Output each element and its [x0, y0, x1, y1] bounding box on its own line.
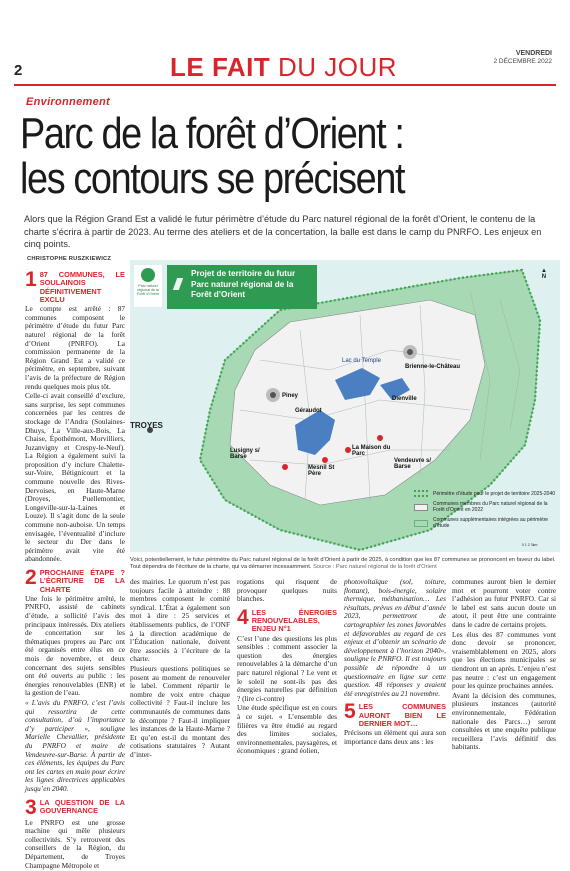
section-4-heading	[237, 605, 337, 634]
section-title: 87 COMMUNES, LE SOULAINOIS DÉFINITIVEMENT EXCLU	[39, 270, 125, 304]
territory-map	[130, 260, 560, 552]
paragraph: Précisons un élément qui aura son importance dans deux ans : les	[344, 728, 446, 746]
legend-label: Communes supplémentaires intégrées au périmètre d’étude	[433, 517, 549, 529]
section-number: 2	[25, 566, 37, 589]
section-title: LES COMMUNES AURONT BIEN LE DERNIER MOT…	[358, 702, 446, 728]
section-2-heading	[25, 568, 125, 594]
place-lusigny: Lusigny s/ Barse	[230, 448, 260, 460]
park-logo-text: Parc naturel régional de la Forêt d’Orient	[137, 284, 159, 296]
paragraph: Le PNRFO est une grosse machine qui mêle plusieurs collectivités. S’y retrouvent des conseillers de la Région, du Département, de Troyes Champagne Métropole et	[25, 817, 125, 870]
headline-line-1: Parc de la forêt d’Orient :	[20, 109, 404, 158]
paragraph: C’est l’une des questions les plus sensibles : comment associer la question des énergies renouvelables à la démarche d’un parc naturel régional ? Le vent et le soleil ne sont-ils pas des énergies naturelles par définition ? (lire ci-contre)	[237, 633, 337, 703]
paragraph: des mairies. Le quorum n’est pas toujours facile à atteindre : 88 membres composent le comité syndical. L’État a également son mot à dire : 25 services et établissements publics, de l’ONF à la direction académique de l’Éducation nationale, doivent être associés à l’écriture de la charte.	[130, 577, 230, 664]
paragraph: communes auront bien le dernier mot et pourront voter contre l’adhésion au futur PNRFO. Car si le label est sans aucun doute un atout, il peut être une contrainte dans le cadre de certains projets.	[452, 577, 556, 629]
section-number: 1	[25, 268, 37, 291]
column-2	[130, 578, 230, 760]
paragraph: photovoltaïque (sol, toiture, flottant), bois-énergie, solaire thermique, méthanisation… Les résultats, prévus en début d’année 2023, permettront de cartographier les zones favorables et défavorables au regard de ces enjeux et d’obtenir un scénario de développement à l’horizon 2040», souligne le PNRFO. Il est toujours possible de répondre à un questionnaire en ligne sur cette question. 48 réponses y avaient été enregistrées au 21 novembre.	[344, 577, 446, 698]
place-vendeuvre: Vendeuvre s/ Barse	[394, 458, 432, 470]
column-4	[344, 578, 446, 747]
section-number: 5	[344, 700, 356, 724]
city-label-troyes: TROYES	[130, 421, 163, 430]
map-legend	[414, 490, 556, 533]
paragraph: rogations qui risquent de provoquer quelques nuits blanches.	[237, 577, 337, 604]
map-caption	[130, 557, 560, 571]
header-rule	[14, 84, 556, 86]
chevron-icon	[173, 278, 187, 290]
section-number: 4	[237, 605, 249, 629]
dateline	[493, 50, 552, 66]
legend-members	[414, 501, 556, 513]
place-brienne: Brienne-le-Château	[405, 364, 461, 370]
place-piney: Piney	[282, 393, 299, 399]
section-number: 3	[25, 795, 37, 819]
legend-label: Communes membres du Parc naturel régional de la Forêt d’Orient en 2022	[433, 501, 548, 513]
section-5-heading	[344, 702, 446, 728]
park-logo	[134, 265, 162, 307]
weekday: VENDREDI	[515, 50, 552, 57]
section-title: LES ÉNERGIES RENOUVELABLES, ENJEU N°1	[251, 607, 337, 634]
legend-supplementary	[414, 517, 556, 529]
section-title-bold: LE FAIT	[170, 52, 271, 82]
map-title: Projet de territoire du futur Parc naturel régional de la Forêt d’Orient	[191, 269, 296, 299]
rubric: Environnement	[26, 96, 110, 108]
page-number: 2	[14, 62, 23, 79]
byline: CHRISTOPHE RUSZKIEWICZ	[27, 256, 112, 262]
paragraph: Une fois le périmètre arrêté, le PNRFO, assisté de cabinets d’étude, a sollicité l’avis des principaux intéressés. Dix ateliers de concertation sur les thématiques propres au Parc ont été organisés entre élus en ce mois de novembre, et deux concernant des sujets sensibles ont été ouverts au public : les énergies renouvelables (ENR) et la gestion de l’eau.	[25, 593, 125, 698]
standfirst: Alors que la Région Grand Est a validé le futur périmètre d’étude du Parc naturel régional de la forêt d’Orient, le contenu de la charte s’écrira à partir de 2023. Au terme des ateliers et de la concertation, la balle est dans le camp du PNRFO. Les enjeux en cinq points.	[24, 214, 542, 249]
section-3-heading	[25, 795, 125, 819]
legend-swatch	[414, 520, 428, 527]
park-logo-mark	[141, 268, 155, 282]
caption-text: Voici, potentiellement, le futur périmètre du Parc naturel régional de la forêt d’Orient à partir de 2025, à condition que les 87 communes se prononcent en faveur du label. Tout dépendra de l’écriture de la charte, qui va démarrer incessamment.	[130, 557, 556, 570]
section-title: PROCHAINE ÉTAPE ? L’ÉCRITURE DE LA CHARTE	[39, 568, 125, 594]
paragraph: Les élus des 87 communes vont donc devoir se prononcer, vraisemblablement en 2025, alors que les élections municipales se tiendront un an après. L’enjeu n’est pas neutre : c’est un engagement pour les quinze prochaines années.	[452, 629, 556, 691]
headline	[20, 111, 484, 201]
section-1-heading	[25, 270, 125, 304]
place-maison: La Maison du Parc	[352, 445, 391, 457]
map-title-box	[167, 265, 317, 309]
north-label: N	[541, 274, 547, 280]
paragraph: Celle-ci avait conseillé d’exclure, sans surprise, les sept communes concernées par les centres de stockage de l’Andra (Soulaines-Dhuys, La Ville-aux-Bois, La Chaise, Épothémont, Morvilliers, Juzanvigny et Crespy-le-Neuf). La Région a également suivi la proposition d’y inclure Chalette-sur-Voire, Bétignicourt et la commune nouvelle des Rives-Dervoises, en Haute-Marne (Droyes, Puellemontier, Longeville-sur-la-Laines et Louze). Il s’agit donc de la seule commune non-auboise. Un temps envisagée, l’éventualité d’inclure le secteur du Der dans le périmètre avait vite été abandonnée.	[25, 391, 125, 564]
section-title: LA QUESTION DE LA GOUVERNANCE	[39, 797, 125, 815]
column-5	[452, 578, 556, 753]
column-3	[237, 578, 337, 757]
paragraph: « L’avis du PNRFO, c’est l’avis qui ressortira de cette consultation, d’où l’importance d’y participer », souligne Marielle Chevallier, présidente du PNRFO et maire de Vendeuvre-sur-Barse. À partir de ces éléments, les équipes du Parc ont les cartes en main pour écrire les lignes directrices applicables jusqu’en 2040.	[25, 698, 125, 793]
legend-swatch	[414, 504, 428, 511]
paragraph: Plusieurs questions politiques se posent au moment de renouveler le label. Comment répartir le nombre de voix entre chaque collectivité ? Faut-il inclure les communautés de communes dans le décompte ? Faut-il impliquer les instances de la Haute-Marne ? Et qu’en est-il du montant des cotisations statutaires ? Autant d’inter-	[130, 663, 230, 759]
headline-line-2: les contours se précisent	[20, 154, 405, 203]
section-title-rest: DU JOUR	[278, 52, 398, 82]
place-lac-temple: Lac du Temple	[342, 358, 381, 364]
section-folio	[170, 52, 397, 83]
date: 2 DÉCEMBRE 2022	[493, 58, 552, 65]
paragraph: Avant la décision des communes, plusieurs instances (autorité environnementale, Fédération nationale des Parcs…) seront consultées et une enquête publique recueillera l’avis définitif des habitants.	[452, 690, 556, 752]
place-mesnil: Mesnil St Père	[308, 465, 335, 477]
place-geraudot: Géraudot	[295, 408, 322, 414]
north-arrow-icon: ▲ N	[541, 268, 547, 280]
paragraph: Une étude spécifique est en cours à ce sujet. « L’ensemble des filières va être étudié au regard des limites sociales, environnementales, paysagères, et économiques : grand éolien,	[237, 703, 337, 756]
legend-label: Périmètre d’étude pour le projet de territoire 2025-2040	[433, 490, 556, 497]
place-dienville: Dienville	[392, 396, 417, 402]
paragraph: Le compte est arrêté : 87 communes composent le périmètre d’étude du futur Parc naturel régional de la forêt d’Orient (PNRFO). La commission permanente de la Région Grand Est a validé ce périmètre, en septembre, suivant l’avis de la préfecture de Région rendu quelques mois plus tôt.	[25, 304, 125, 391]
legend-swatch	[414, 490, 428, 497]
legend-perimeter	[414, 490, 556, 497]
caption-source: Source : Parc naturel régional de la forêt d’Orient	[313, 564, 437, 570]
map-scale: 0 1 2 3km	[522, 543, 538, 547]
column-1	[25, 266, 125, 871]
